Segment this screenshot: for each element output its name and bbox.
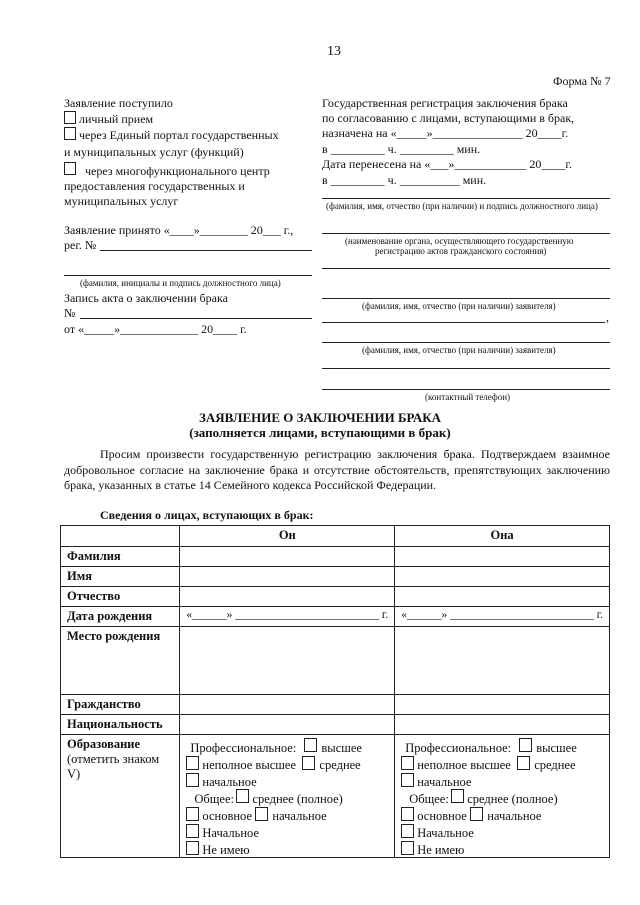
body-paragraph: Просим произвести государственную регистрацию заключения брака. Подтверждаем взаимное добровольное согласие на заключение брака и отсутствие обстоятельств, препятствующих заключению брака, указанных в статье 14 Семейного кодекса Российской Федерации. (64, 447, 610, 492)
he-birthplace-cell[interactable] (180, 627, 395, 695)
checkbox-personal[interactable] (64, 111, 76, 124)
she-cb-secondary-full[interactable] (451, 789, 464, 803)
form-number: Форма № 7 (553, 74, 611, 88)
she-cb-incomplete-higher[interactable] (401, 756, 414, 770)
label-education: Образование (67, 737, 141, 751)
label-patronymic: Отчество (61, 587, 180, 607)
he-cb-primary[interactable] (186, 824, 199, 838)
label-name: Имя (61, 567, 180, 587)
she-citizenship-cell[interactable] (395, 695, 610, 715)
she-birthdate-cell[interactable]: «______» _________________________ г. (395, 607, 610, 627)
moved-line-2: в _________ ч. __________ мин. (322, 173, 487, 187)
form-subtitle: (заполняется лицами, вступающими в брак) (189, 425, 451, 440)
he-cb-none[interactable] (186, 841, 199, 855)
edu-professional: Профессиональное: (405, 741, 512, 755)
row-nationality (61, 715, 610, 735)
cap-applicant-2: (фамилия, имя, отчество (при наличии) заявителя) (362, 345, 556, 355)
label-citizenship: Гражданство (61, 695, 180, 715)
checkbox-mfc[interactable] (64, 162, 76, 175)
comma: , (606, 310, 609, 324)
he-education-block (186, 737, 388, 855)
reg-number-label: рег. № (64, 238, 97, 252)
record-title: Запись акта о заключении брака (64, 291, 228, 305)
label-birthdate: Дата рождения (61, 607, 180, 627)
section-title: Сведения о лицах, вступающих в брак: (100, 508, 314, 522)
accepted-date: Заявление принято «____»________ 20___ г., (64, 223, 294, 237)
th-she: Она (395, 526, 610, 547)
she-education-cell (395, 735, 610, 858)
row-birthdate (61, 607, 610, 627)
organ-line[interactable] (322, 233, 610, 234)
opt-mfc-label-2: предоставления государственных и (64, 179, 245, 193)
record-number-line[interactable] (80, 318, 312, 319)
edu-incomplete-higher: неполное высшее (417, 758, 511, 772)
label-education-note: (отметить знаком V) (67, 752, 160, 781)
cap-applicant-1: (фамилия, имя, отчество (при наличии) заявителя) (362, 301, 556, 311)
reg-line-1: Государственная регистрация заключения брака (322, 96, 568, 110)
row-name (61, 567, 610, 587)
he-patronymic-cell[interactable] (180, 587, 395, 607)
cap-official: (фамилия, имя, отчество (при наличии) и подпись должностного лица) (326, 201, 598, 211)
edu-primary-prof: начальное (202, 775, 257, 789)
reg-line-4: в _________ ч. _________ мин. (322, 142, 481, 156)
row-patronymic (61, 587, 610, 607)
edu-secondary: среднее (319, 758, 361, 772)
opt-mfc-label-3: муниципальных услуг (64, 194, 179, 208)
she-cb-basic[interactable] (401, 807, 414, 821)
official-caption: (фамилия, инициалы и подпись должностного лица) (80, 278, 281, 288)
page-number: 13 (327, 44, 341, 59)
th-empty (61, 526, 180, 547)
opt-portal-label-2: и муниципальных услуг (функций) (64, 145, 244, 159)
opt-personal-label: личный прием (79, 112, 154, 126)
she-education-block (401, 737, 603, 855)
she-birthplace-cell[interactable] (395, 627, 610, 695)
she-cb-none[interactable] (401, 841, 414, 855)
reg-line-3: назначена на «_____»_______________ 20____г. (322, 126, 569, 140)
reg-line-2: по согласованию с лицами, вступающими в брак, (322, 111, 575, 125)
he-birthdate-cell[interactable]: «______» _________________________ г. (180, 607, 395, 627)
edu-none: Не имею (417, 843, 465, 857)
row-surname (61, 547, 610, 567)
edu-primary-general: начальное (272, 809, 327, 823)
applicant-line-1[interactable] (322, 298, 610, 299)
he-cb-primary-prof[interactable] (186, 773, 199, 787)
received-title: Заявление поступило (64, 96, 173, 110)
label-nationality: Национальность (61, 715, 180, 735)
label-education-cell (61, 735, 180, 858)
opt-portal-label: через Единый портал государственных (79, 128, 279, 142)
edu-general: Общее: (194, 792, 234, 806)
she-cb-primary-general[interactable] (470, 807, 483, 821)
she-surname-cell[interactable] (395, 547, 610, 567)
opt-mfc-label: через многофункционального центр (85, 164, 270, 178)
table-header-row (61, 526, 610, 547)
she-nationality-cell[interactable] (395, 715, 610, 735)
he-cb-basic[interactable] (186, 807, 199, 821)
she-cb-higher[interactable] (519, 738, 532, 752)
cap-phone: (контактный телефон) (425, 392, 511, 402)
edu-none: Не имею (202, 843, 250, 857)
official-line-right[interactable] (322, 198, 610, 199)
he-cb-primary-general[interactable] (255, 807, 268, 821)
edu-basic: основное (202, 809, 252, 823)
edu-basic: основное (417, 809, 467, 823)
edu-primary-prof: начальное (417, 775, 472, 789)
edu-incomplete-higher: неполное высшее (202, 758, 296, 772)
he-name-cell[interactable] (180, 567, 395, 587)
he-nationality-cell[interactable] (180, 715, 395, 735)
applicant-line-2b[interactable] (322, 368, 610, 369)
checkbox-portal[interactable] (64, 127, 76, 140)
edu-secondary-full: среднее (полное) (467, 792, 558, 806)
she-name-cell[interactable] (395, 567, 610, 587)
edu-primary-general: начальное (487, 809, 542, 823)
form-title: ЗАЯВЛЕНИЕ О ЗАКЛЮЧЕНИИ БРАКА (198, 410, 442, 425)
he-cb-incomplete-higher[interactable] (186, 756, 199, 770)
label-surname: Фамилия (61, 547, 180, 567)
record-number-label: № (64, 306, 76, 320)
he-surname-cell[interactable] (180, 547, 395, 567)
edu-secondary: среднее (534, 758, 576, 772)
she-cb-secondary[interactable] (517, 756, 530, 770)
record-date: от «_____»_____________ 20____ г. (64, 322, 247, 336)
applicant-line-2[interactable] (322, 342, 610, 343)
row-citizenship (61, 695, 610, 715)
phone-line[interactable] (322, 389, 610, 390)
edu-higher: высшее (321, 741, 362, 755)
edu-primary: Начальное (417, 826, 474, 840)
organ-line-2[interactable] (322, 268, 610, 269)
row-birthplace (61, 627, 610, 695)
edu-general: Общее: (409, 792, 449, 806)
cap-organ-1: (наименование органа, осуществляющего государственную (345, 236, 574, 246)
she-patronymic-cell[interactable] (395, 587, 610, 607)
he-citizenship-cell[interactable] (180, 695, 395, 715)
he-cb-higher[interactable] (304, 738, 317, 752)
he-education-cell (180, 735, 395, 858)
edu-primary: Начальное (202, 826, 260, 840)
she-cb-primary-prof[interactable] (401, 773, 414, 787)
official-signature-line[interactable] (64, 275, 312, 276)
edu-secondary-full: среднее (полное) (252, 792, 343, 806)
cap-organ-2: регистрацию актов гражданского состояния) (375, 246, 547, 256)
he-cb-secondary[interactable] (302, 756, 315, 770)
persons-table (60, 525, 610, 858)
edu-higher: высшее (536, 741, 577, 755)
he-cb-secondary-full[interactable] (236, 789, 249, 803)
row-education (61, 735, 610, 858)
moved-line-1: Дата перенесена на «___»____________ 20____г. (322, 157, 572, 171)
reg-number-line[interactable] (100, 250, 312, 251)
she-cb-primary[interactable] (401, 824, 414, 838)
applicant-line-1b[interactable] (322, 322, 605, 323)
label-birthplace: Место рождения (61, 627, 180, 695)
edu-professional: Профессиональное: (190, 741, 297, 755)
th-he: Он (180, 526, 395, 547)
